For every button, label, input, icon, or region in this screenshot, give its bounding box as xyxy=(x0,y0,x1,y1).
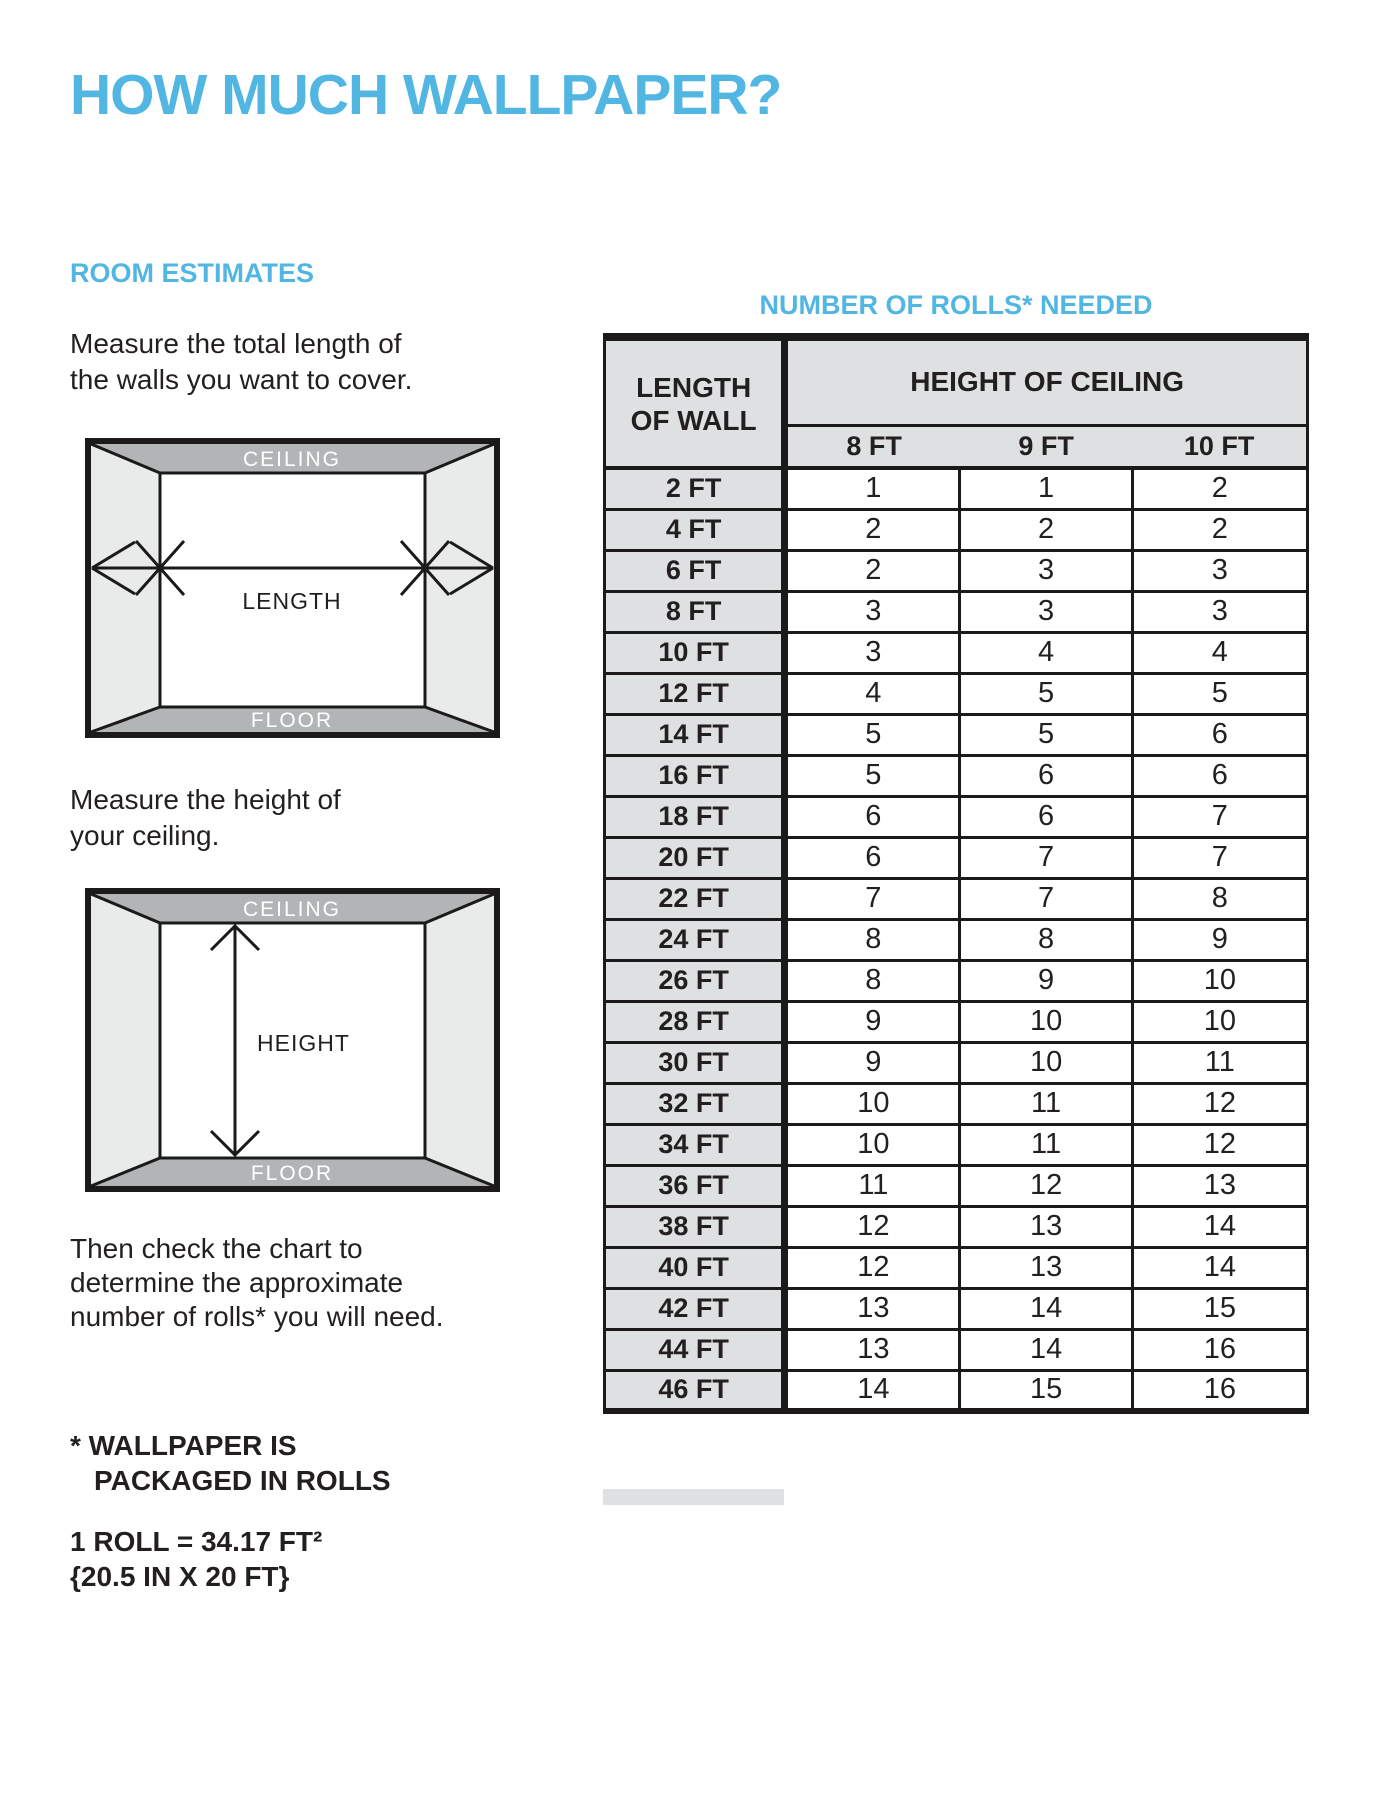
height-of-ceiling-header: HEIGHT OF CEILING xyxy=(785,337,1308,425)
wall-length-label: 36 FT xyxy=(605,1165,785,1206)
step3-line1: Then check the chart to xyxy=(70,1233,363,1264)
col-header-8ft: 8 FT xyxy=(785,425,960,468)
table-row xyxy=(605,919,1308,960)
roll-count-cell: 12 xyxy=(785,1206,960,1247)
roll-count-cell: 3 xyxy=(1132,591,1307,632)
roll-count-cell: 15 xyxy=(1132,1288,1307,1329)
roll-count-cell: 8 xyxy=(785,960,960,1001)
table-row xyxy=(605,714,1308,755)
table-row xyxy=(605,1083,1308,1124)
length-of-wall-line2: OF WALL xyxy=(630,404,757,436)
roll-count-cell: 10 xyxy=(960,1042,1132,1083)
wall-length-label: 46 FT xyxy=(605,1370,785,1411)
roll-count-cell: 9 xyxy=(960,960,1132,1001)
roll-count-cell: 2 xyxy=(785,550,960,591)
step1-line2: the walls you want to cover. xyxy=(70,364,413,395)
step2-line2: your ceiling. xyxy=(70,820,220,851)
roll-count-cell: 7 xyxy=(785,878,960,919)
wall-length-label: 40 FT xyxy=(605,1247,785,1288)
roll-count-cell: 12 xyxy=(960,1165,1132,1206)
table-row xyxy=(605,960,1308,1001)
roll-count-cell: 2 xyxy=(1132,468,1307,509)
roll-count-cell: 3 xyxy=(785,591,960,632)
table-row xyxy=(605,796,1308,837)
roll-count-cell: 3 xyxy=(1132,550,1307,591)
footnote-line1: * WALLPAPER IS xyxy=(70,1430,297,1461)
roll-count-cell: 1 xyxy=(960,468,1132,509)
table-row xyxy=(605,591,1308,632)
room-estimates-heading: ROOM ESTIMATES xyxy=(70,258,315,288)
roll-count-cell: 6 xyxy=(1132,755,1307,796)
table-row xyxy=(605,1288,1308,1329)
roll-count-cell: 10 xyxy=(785,1124,960,1165)
roll-count-cell: 12 xyxy=(1132,1083,1307,1124)
wall-length-label: 6 FT xyxy=(605,550,785,591)
roll-count-cell: 6 xyxy=(785,837,960,878)
table-row xyxy=(605,755,1308,796)
table-row xyxy=(605,837,1308,878)
table-row xyxy=(605,1247,1308,1288)
roll-size-line1: 1 ROLL = 34.17 FT² xyxy=(70,1526,323,1557)
length-of-wall-header xyxy=(605,337,785,468)
roll-size-note xyxy=(70,1524,322,1594)
table-row xyxy=(605,878,1308,919)
roll-size-line2: {20.5 IN X 20 FT} xyxy=(70,1561,290,1592)
roll-count-cell: 9 xyxy=(785,1001,960,1042)
wall-length-label: 18 FT xyxy=(605,796,785,837)
table-row xyxy=(605,550,1308,591)
roll-count-cell: 3 xyxy=(960,550,1132,591)
roll-count-cell: 5 xyxy=(785,755,960,796)
roll-count-cell: 7 xyxy=(960,878,1132,919)
roll-count-cell: 5 xyxy=(960,714,1132,755)
roll-count-cell: 6 xyxy=(960,796,1132,837)
wall-length-label: 10 FT xyxy=(605,632,785,673)
step3-line3: number of rolls* you will need. xyxy=(70,1301,444,1332)
step3-instructions xyxy=(70,1232,444,1334)
step2-instructions xyxy=(70,782,341,854)
roll-count-cell: 10 xyxy=(1132,960,1307,1001)
wall-length-label: 44 FT xyxy=(605,1329,785,1370)
floor-label: FLOOR xyxy=(250,1162,334,1185)
wall-length-label: 38 FT xyxy=(605,1206,785,1247)
height-diagram xyxy=(85,888,500,1192)
wall-length-label: 24 FT xyxy=(605,919,785,960)
rolls-table-body xyxy=(605,468,1308,1411)
table-row xyxy=(605,632,1308,673)
roll-count-cell: 6 xyxy=(1132,714,1307,755)
rolls-table-title: NUMBER OF ROLLS* NEEDED xyxy=(759,290,1153,320)
table-row xyxy=(605,1124,1308,1165)
table-row xyxy=(605,1165,1308,1206)
roll-count-cell: 14 xyxy=(1132,1247,1307,1288)
step3-line2: determine the approximate xyxy=(70,1267,404,1298)
length-label: LENGTH xyxy=(242,588,342,614)
roll-count-cell: 15 xyxy=(960,1370,1132,1411)
wall-length-label: 16 FT xyxy=(605,755,785,796)
roll-count-cell: 6 xyxy=(960,755,1132,796)
table-row xyxy=(605,673,1308,714)
floor-label: FLOOR xyxy=(250,709,334,732)
table-row xyxy=(605,1001,1308,1042)
roll-count-cell: 11 xyxy=(1132,1042,1307,1083)
roll-count-cell: 11 xyxy=(960,1124,1132,1165)
roll-count-cell: 12 xyxy=(785,1247,960,1288)
wall-length-label: 34 FT xyxy=(605,1124,785,1165)
roll-count-cell: 7 xyxy=(1132,837,1307,878)
table-row xyxy=(605,509,1308,550)
table-row xyxy=(605,1329,1308,1370)
roll-count-cell: 14 xyxy=(960,1288,1132,1329)
roll-count-cell: 2 xyxy=(1132,509,1307,550)
roll-count-cell: 3 xyxy=(960,591,1132,632)
roll-count-cell: 13 xyxy=(1132,1165,1307,1206)
roll-count-cell: 2 xyxy=(960,509,1132,550)
roll-count-cell: 7 xyxy=(1132,796,1307,837)
roll-count-cell: 5 xyxy=(1132,673,1307,714)
roll-count-cell: 1 xyxy=(785,468,960,509)
header-row-1 xyxy=(605,337,1308,425)
wall-length-label: 2 FT xyxy=(605,468,785,509)
roll-count-cell: 5 xyxy=(785,714,960,755)
wall-length-label: 30 FT xyxy=(605,1042,785,1083)
roll-count-cell: 11 xyxy=(960,1083,1132,1124)
page-title: HOW MUCH WALLPAPER? xyxy=(70,63,782,127)
roll-count-cell: 11 xyxy=(785,1165,960,1206)
height-label: HEIGHT xyxy=(257,1030,350,1056)
roll-count-cell: 8 xyxy=(785,919,960,960)
roll-count-cell: 14 xyxy=(960,1329,1132,1370)
roll-count-cell: 8 xyxy=(1132,878,1307,919)
roll-count-cell: 8 xyxy=(960,919,1132,960)
table-row xyxy=(605,1042,1308,1083)
roll-count-cell: 9 xyxy=(785,1042,960,1083)
table-row xyxy=(605,468,1308,509)
roll-count-cell: 13 xyxy=(785,1288,960,1329)
table-row xyxy=(605,1206,1308,1247)
wall-length-label: 4 FT xyxy=(605,509,785,550)
table-left-column-stub xyxy=(603,1489,784,1505)
roll-count-cell: 13 xyxy=(785,1329,960,1370)
wall-length-label: 26 FT xyxy=(605,960,785,1001)
step2-line1: Measure the height of xyxy=(70,784,341,815)
wall-length-label: 8 FT xyxy=(605,591,785,632)
roll-count-cell: 13 xyxy=(960,1247,1132,1288)
length-of-wall-line1: LENGTH xyxy=(636,371,752,403)
wall-length-label: 42 FT xyxy=(605,1288,785,1329)
roll-count-cell: 5 xyxy=(960,673,1132,714)
roll-count-cell: 10 xyxy=(785,1083,960,1124)
wall-length-label: 20 FT xyxy=(605,837,785,878)
wall-length-label: 28 FT xyxy=(605,1001,785,1042)
wall-length-label: 22 FT xyxy=(605,878,785,919)
roll-count-cell: 13 xyxy=(960,1206,1132,1247)
roll-count-cell: 6 xyxy=(785,796,960,837)
ceiling-label: CEILING xyxy=(242,448,342,471)
left-wall-face xyxy=(91,894,160,1186)
roll-count-cell: 14 xyxy=(1132,1206,1307,1247)
roll-count-cell: 12 xyxy=(1132,1124,1307,1165)
roll-count-cell: 14 xyxy=(785,1370,960,1411)
col-header-9ft: 9 FT xyxy=(960,425,1132,468)
roll-count-cell: 2 xyxy=(785,509,960,550)
roll-count-cell: 7 xyxy=(960,837,1132,878)
roll-count-cell: 3 xyxy=(785,632,960,673)
wall-length-label: 32 FT xyxy=(605,1083,785,1124)
roll-count-cell: 16 xyxy=(1132,1329,1307,1370)
roll-count-cell: 16 xyxy=(1132,1370,1307,1411)
footnote-line2: PACKAGED IN ROLLS xyxy=(94,1465,391,1496)
step1-instructions xyxy=(70,326,412,398)
wall-length-label: 12 FT xyxy=(605,673,785,714)
rolls-table xyxy=(603,333,1309,1414)
wall-length-label: 14 FT xyxy=(605,714,785,755)
ceiling-label: CEILING xyxy=(242,898,342,921)
table-row xyxy=(605,1370,1308,1411)
roll-count-cell: 10 xyxy=(1132,1001,1307,1042)
col-header-10ft: 10 FT xyxy=(1132,425,1307,468)
roll-count-cell: 4 xyxy=(1132,632,1307,673)
rolls-footnote xyxy=(70,1428,391,1498)
step1-line1: Measure the total length of xyxy=(70,328,402,359)
roll-count-cell: 4 xyxy=(785,673,960,714)
roll-count-cell: 10 xyxy=(960,1001,1132,1042)
roll-count-cell: 4 xyxy=(960,632,1132,673)
right-wall-face xyxy=(425,894,494,1186)
rolls-table-head xyxy=(605,337,1308,468)
roll-count-cell: 9 xyxy=(1132,919,1307,960)
length-diagram xyxy=(85,438,500,738)
